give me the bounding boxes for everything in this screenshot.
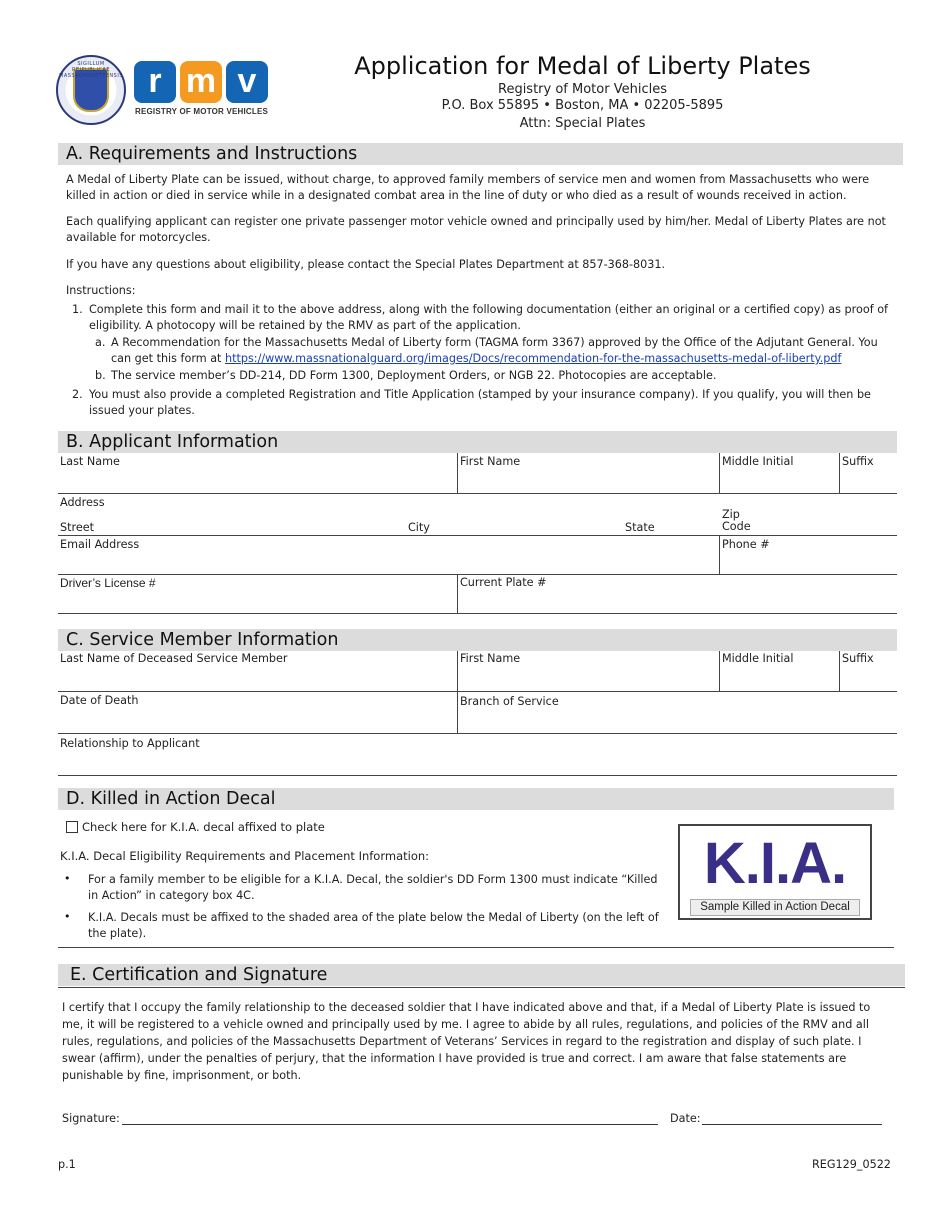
applicant-last-name-field[interactable]: Last Name <box>60 455 120 468</box>
bullet-icon: • <box>64 872 71 885</box>
address-row <box>58 494 897 536</box>
certification-text: I certify that I occupy the family relationship to the deceased soldier that I have indicated above and that, if a Medal of Liberty Plate is issued to me, it will be registered to a vehicle owned and principally used by me. I agree to abide by all rules, regulations, and policies of the RMV and all rules, regulations, and policies of the Massachusetts Department of Veterans’ Services in regard to the registration and display of such plate. I swear (affirm), under the penalties of perjury, that the information I have provided is true and correct. I am aware that false statements are punishable by fine, imprisonment, or both. <box>62 1001 871 1082</box>
signature-label: Signature: <box>62 1112 120 1125</box>
instruction-item-2: You must also provide a completed Registration and Title Application (stamped by your insurance company). If you qualify, you will then be issued your plates. <box>89 388 871 417</box>
divider <box>839 453 840 494</box>
divider <box>719 651 720 692</box>
massachusetts-seal-icon <box>56 55 126 125</box>
city-field[interactable]: City <box>408 521 430 534</box>
instruction-item-1a <box>111 335 897 367</box>
divider <box>719 536 720 575</box>
applicant-suffix-field[interactable]: Suffix <box>842 455 874 468</box>
item1-number: 1. <box>72 303 83 316</box>
agency-name: Registry of Motor Vehicles <box>498 82 667 97</box>
instructions-label: Instructions: <box>66 284 136 297</box>
kia-decal-checkbox[interactable] <box>66 821 78 833</box>
section-a-para1: A Medal of Liberty Plate can be issued, without charge, to approved family members of service men and women from Massachusetts who were killed in action or died in service while in a designated combat area in the line of duty or who died as a result of wounds received in action. <box>66 173 870 202</box>
kia-decal-sample <box>678 824 872 920</box>
divider <box>719 453 720 494</box>
section-a-para3: If you have any questions about eligibility, please contact the Special Plates Department at 857-368-8031. <box>66 258 666 271</box>
kia-bullet-1: For a family member to be eligible for a K.I.A. Decal, the soldier's DD Form 1300 must indicate “Killed in Action” in category box 4C. <box>88 873 658 902</box>
tagma-form-link[interactable]: https://www.massnationalguard.org/images/Docs/recommendation-for-the-massachusetts-medal-of-liberty.pdf <box>225 352 842 365</box>
section-e-heading: E. Certification and Signature <box>58 964 905 986</box>
divider <box>457 575 458 614</box>
date-label: Date: <box>670 1112 701 1125</box>
page-title: Application for Medal of Liberty Plates <box>354 52 811 80</box>
date-line[interactable] <box>702 1124 882 1125</box>
email-row <box>58 536 897 575</box>
drivers-license-field[interactable]: Driver’s License # <box>60 576 156 590</box>
service-member-middle-initial-field[interactable]: Middle Initial <box>722 652 794 665</box>
current-plate-field[interactable]: Current Plate # <box>460 576 547 589</box>
state-field[interactable]: State <box>625 521 655 534</box>
address-label: Address <box>60 496 105 509</box>
bullet-icon: • <box>64 910 71 923</box>
rmv-logo-v: v <box>226 61 268 103</box>
item1b-letter: b. <box>95 369 106 382</box>
item1a-text: A Recommendation for the Massachusetts Medal of Liberty form (TAGMA form 3367) approved by the Office of the Adjutant General. You can get this form at <box>111 336 878 365</box>
service-member-first-name-field[interactable]: First Name <box>460 652 521 665</box>
section-e-rule <box>58 987 905 988</box>
section-d-heading: D. Killed in Action Decal <box>58 788 894 810</box>
instruction-item-1b: The service member’s DD-214, DD Form 1300, Deployment Orders, or NGB 22. Photocopies are acceptable. <box>111 369 717 382</box>
service-member-last-name-field[interactable]: Last Name of Deceased Service Member <box>60 652 288 665</box>
kia-checkbox-label: Check here for K.I.A. decal affixed to plate <box>82 820 325 834</box>
item2-number: 2. <box>72 388 83 401</box>
rmv-logo-m: m <box>180 61 222 103</box>
applicant-first-name-field[interactable]: First Name <box>460 455 521 468</box>
seal-text: SIGILLUM REIPUBLICAE MASSACHUSETTENSIS <box>59 61 123 79</box>
item1a-letter: a. <box>95 336 106 349</box>
kia-bullet-2: K.I.A. Decals must be affixed to the shaded area of the plate below the Medal of Liberty (on the left of the plate). <box>88 911 659 940</box>
divider <box>457 692 458 734</box>
section-d-bottom-rule <box>58 947 894 948</box>
kia-checkbox-row <box>66 820 325 834</box>
section-b-heading: B. Applicant Information <box>58 431 897 453</box>
form-id: REG129_0522 <box>812 1158 891 1171</box>
section-a-para2: Each qualifying applicant can register one private passenger motor vehicle owned and principally used by him/her. Medal of Liberty Plates are not available for motorcycles. <box>66 215 886 244</box>
phone-field[interactable]: Phone # <box>722 538 770 551</box>
divider <box>457 453 458 494</box>
divider <box>839 651 840 692</box>
kia-decal-caption: Sample Killed in Action Decal <box>690 899 860 916</box>
divider <box>457 651 458 692</box>
section-c-heading: C. Service Member Information <box>58 629 897 651</box>
relationship-field[interactable]: Relationship to Applicant <box>60 737 200 750</box>
zip-field[interactable]: Zip Code <box>722 508 751 533</box>
rmv-logo-subtitle: REGISTRY OF MOTOR VEHICLES <box>135 107 269 116</box>
branch-of-service-field[interactable]: Branch of Service <box>460 695 559 708</box>
kia-requirements-title: K.I.A. Decal Eligibility Requirements and Placement Information: <box>60 849 430 863</box>
agency-address: P.O. Box 55895 • Boston, MA • 02205-5895 <box>441 98 724 113</box>
agency-attn: Attn: Special Plates <box>519 116 646 131</box>
rmv-logo <box>134 61 268 103</box>
email-field[interactable]: Email Address <box>60 538 140 551</box>
page-number: p.1 <box>58 1158 76 1171</box>
signature-line[interactable] <box>122 1124 658 1125</box>
date-of-death-field[interactable]: Date of Death <box>60 694 139 707</box>
applicant-middle-initial-field[interactable]: Middle Initial <box>722 455 794 468</box>
instruction-item-1: Complete this form and mail it to the above address, along with the following documentation (either an original or a certified copy) as proof of eligibility. A photocopy will be retained by the RMV as part of the application. <box>89 303 888 332</box>
street-field[interactable]: Street <box>60 521 94 534</box>
section-a-heading: A. Requirements and Instructions <box>58 143 903 165</box>
rmv-logo-r: r <box>134 61 176 103</box>
service-member-suffix-field[interactable]: Suffix <box>842 652 874 665</box>
kia-decal-text: K.I.A. <box>703 831 847 896</box>
